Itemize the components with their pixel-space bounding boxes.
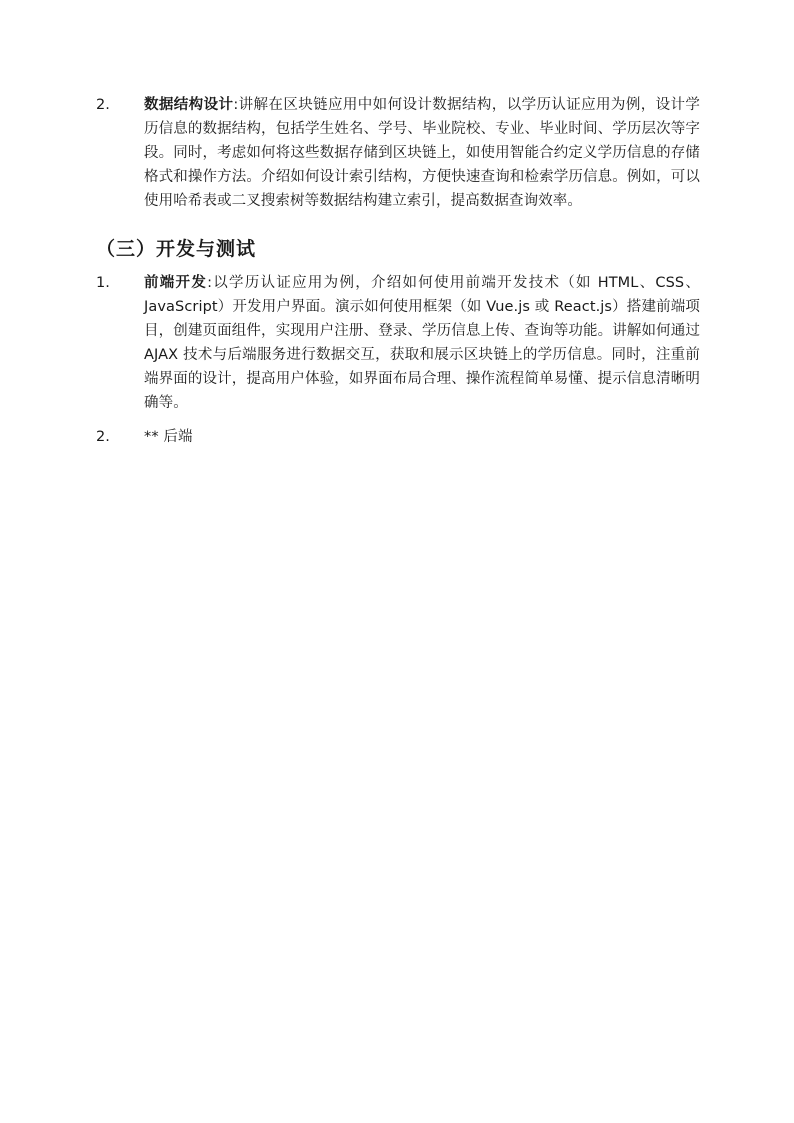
list-item-backend	[96, 425, 700, 449]
list-item-body	[144, 425, 700, 449]
term-colon: :	[233, 97, 239, 113]
list-item-body	[144, 271, 700, 415]
list-item-body	[144, 93, 700, 213]
list-number: 2.	[96, 97, 110, 113]
list-number: 2.	[96, 429, 110, 445]
term-colon: :	[207, 275, 213, 291]
bold-term: 前端开发	[144, 275, 208, 291]
paragraph-text: 讲解在区块链应用中如何设计数据结构，以学历认证应用为例，设计学历信息的数据结构，包括学生姓名、学号、毕业院校、专业、毕业时间、学历层次等字段。同时，考虑如何将这些数据存储到区块链上，如使用智能合约定义学历信息的存储格式和操作方法。介绍如何设计索引结构，方便快速查询和检索学历信息。例如，可以使用哈希表或二叉搜索树等数据结构建立索引，提高数据查询效率。	[144, 97, 700, 209]
section-heading: （三）开发与测试	[96, 238, 257, 260]
list-item-data-structure-design	[96, 93, 700, 213]
list-number: 1.	[96, 275, 110, 291]
list-item-frontend-development	[96, 271, 700, 415]
paragraph-text: 以学历认证应用为例，介绍如何使用前端开发技术（如 HTML、CSS、JavaScript）开发用户界面。演示如何使用框架（如 Vue.js 或 React.js）搭建前端项目，创建页面组件，实现用户注册、登录、学历信息上传、查询等功能。讲解如何通过 AJAX 技术与后端服务进行数据交互，获取和展示区块链上的学历信息。同时，注重前端界面的设计，提高用户体验，如界面布局合理、操作流程简单易懂、提示信息清晰明确等。	[144, 275, 700, 411]
paragraph-text: ** 后端	[144, 429, 193, 445]
bold-term: 数据结构设计	[144, 97, 234, 113]
